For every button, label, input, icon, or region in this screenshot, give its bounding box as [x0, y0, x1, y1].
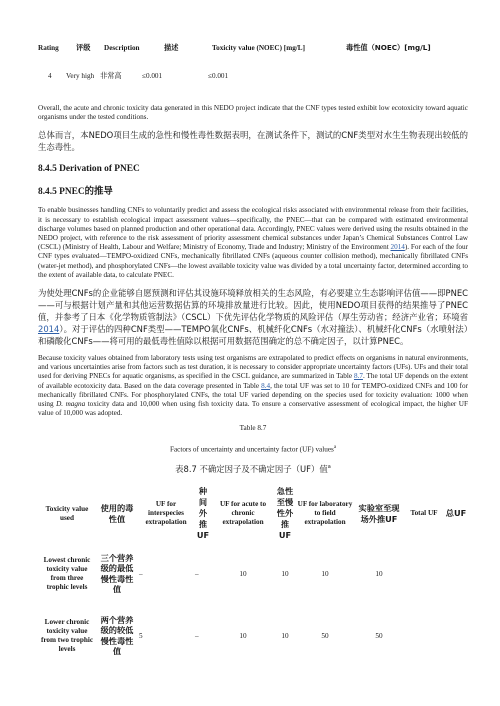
toxicity-rating-row — [38, 68, 468, 84]
header-rating-cn: 评级 — [76, 43, 91, 52]
citation-link-2014[interactable]: 2014 — [390, 243, 405, 252]
rating-value-en: ≤0.001 — [142, 72, 163, 80]
col-toxicity-value: Toxicity value used — [45, 504, 89, 522]
species-name: D. magna — [56, 400, 86, 409]
paragraph-pnec-zh — [38, 287, 468, 347]
heading-zh-suffix: 的推导 — [84, 186, 113, 198]
rating-description-cn: 非常高 — [100, 71, 122, 80]
paragraph-uf-part3: , the total UF was set to 10 for TEMPO-oxidized CNFs and 100 for mechanically fibrillated CNFs. For phosphorylated CNFs, the total UF varied depending on the species used for toxicity evaluation: 1000 when using — [38, 381, 468, 409]
header-rating: Rating — [38, 44, 59, 52]
uncertainty-factor-table — [38, 485, 468, 667]
header-toxicity: Toxicity value (NOEC) [mg/L] — [212, 44, 305, 52]
paragraph-uf-part2: . The total UF depends on the extent of available ecotoxicity data. Based on the data coverage presented in Table — [38, 372, 469, 390]
col-toxicity-value-cn: 使用的毒性值 — [100, 502, 134, 524]
table-header-row — [38, 485, 468, 543]
header-description: Description — [104, 44, 140, 52]
paragraph-pnec-en-part2: ). For each of the four CNF types evaluated—TEMPO-oxidized CNFs, mechanically fibrillated CNFs (aqueous counter collision method), mechanically fibrillated CNFs (water-jet method), and phosphorylated CNFs—the lowest available toxicity value was divided by a total uncertainty factor, determined according to the extent of available data, to calculate PNEC. — [38, 243, 468, 279]
table-cell: – — [195, 569, 199, 578]
table-link-8-4[interactable]: 8.4 — [261, 381, 271, 390]
col-total-uf-cn: 总UF — [445, 508, 467, 519]
table-cell: 10 — [281, 569, 289, 578]
rating-number: 4 — [48, 72, 52, 80]
table-cell: 10 — [239, 631, 247, 640]
table-cell: 10 — [281, 631, 289, 640]
caption-footnote-mark: a — [333, 445, 337, 451]
row-label-en: Lowest chronic toxicity value from three trophic levels — [43, 555, 91, 591]
table-row — [38, 605, 468, 667]
paragraph-uncertainty-en — [38, 354, 468, 418]
col-uf-lab-field-cn: 实验室至现场外推UF — [358, 502, 400, 524]
row-label-cn: 三个营养级的最低慢性毒性值 — [100, 552, 134, 595]
row-label-en: Lower chronic toxicity value from two trophic levels — [40, 617, 94, 653]
paragraph-pnec-en-part1: To enable businesses handling CNFs to voluntarily predict and assess the ecological risks associated with environmental release from their facilities, it is necessary to establish ecological impact assessment values—specifically, the PNEC—that can be compared with estimated environmental discharge volumes based on planned production and other operational data. Accordingly, PNEC values were derived using the results obtained in the NEDO project, with reference to the risk assessment of priority assessment chemical substances under Japan’s Chemical Substances Control Law (CSCL) (Ministry of Health, Labour and Welfare; Ministry of Economy, Trade and Industry; Ministry of the Environment — [38, 206, 468, 252]
table-caption-zh — [38, 463, 468, 475]
caption-zh-text: 表8.7 不确定因子及不确定因子（UF）值 — [175, 463, 328, 474]
document-page — [38, 40, 468, 667]
paragraph-overall-en: Overall, the acute and chronic toxicity data generated in this NEDO project indicate that the CNF types tested exhibit low ecotoxicity toward aquatic organisms under the tested conditions. — [38, 104, 468, 122]
section-heading-en: 8.4.5 Derivation of PNEC — [38, 164, 140, 175]
caption-zh-footnote-mark: a — [327, 464, 331, 471]
col-uf-interspecies: UF for interspecies extrapolation — [145, 500, 187, 527]
header-description-cn: 描述 — [164, 43, 179, 52]
table-cell: – — [139, 569, 143, 578]
table-row — [38, 543, 468, 605]
table-cell: 50 — [321, 631, 329, 640]
paragraph-pnec-zh-part2: ）。对于评估的四种CNF类型——TEMPO氧化CNFs、机械纤化CNFs（水对撞法）、机械纤化CNFs（水喷射法）和磷酸化CNFs——将可用的最低毒性值除以根据可用数据范围确定的总不确定因子，以计算PNEC。 — [38, 324, 468, 347]
paragraph-pnec-zh-part1: 为使处理CNFs的企业能够自愿预测和评估其设施环境释放相关的生态风险，有必要建立生态影响评估值——即PNEC——可与根据计划产量和其他运营数据估算的环境排放量进行比较。因此，使用NEDO项目获得的结果推导了PNEC值，并参考了日本《化学物质管制法》（CSCL）下优先评估化学物质的风险评估（厚生劳动省；经济产业省；环境省 — [38, 288, 468, 323]
header-toxicity-cn: 毒性值（NOEC）[mg/L] — [346, 43, 431, 52]
table-cell: 10 — [321, 569, 329, 578]
table-cell: 10 — [239, 569, 247, 578]
heading-zh-prefix: 8.4.5 PNEC — [38, 187, 85, 198]
table-label: Table 8.7 — [239, 424, 267, 433]
caption-en-text: Factors of uncertainty and uncertainty factor (UF) values — [169, 445, 334, 454]
rating-description: Very high — [66, 72, 95, 80]
table-caption-en — [38, 445, 468, 453]
paragraph-uf-part1: Because toxicity values obtained from laboratory tests using test organisms are extrapolated to predict effects on organisms in natural environments, and various uncertainties arise from factors such as test duration, it is necessary to consider appropriate uncertainty factors (UFs). UFs and their total used for deriving PNECs for aquatic organisms, as specified in the CSCL guidance, are summarized in Table — [38, 354, 468, 381]
col-uf-interspecies-cn: 种间外推UF — [196, 486, 210, 541]
section-heading-zh — [38, 183, 468, 197]
rating-value-cn: ≤0.001 — [208, 72, 229, 80]
table-cell: – — [195, 631, 199, 640]
paragraph-pnec-en — [38, 206, 468, 280]
col-uf-lab-field: UF for laboratory to field extrapolation — [297, 500, 353, 527]
table-cell: 5 — [139, 631, 143, 640]
row-label-cn: 两个营养级的较低慢性毒性值 — [100, 614, 134, 657]
col-uf-acute-chronic: UF for acute to chronic extrapolation — [219, 500, 267, 527]
table-link-8-7[interactable]: 8.7 — [353, 372, 363, 381]
paragraph-overall-zh: 总体而言，本NEDO项目生成的急性和慢性毒性数据表明，在测试条件下，测试的CNF类型对水生生物表现出较低的生态毒性。 — [38, 130, 468, 153]
col-uf-acute-chronic-cn: 急性至慢性外推UF — [276, 486, 294, 541]
citation-link-2014-zh[interactable]: 2014 — [38, 324, 60, 335]
table-cell: 10 — [375, 569, 383, 578]
paragraph-uf-part4: toxicity data and 10,000 when using fish toxicity data. To ensure a conservative assessment of ecological impact, the higher UF value of 10,000 was adopted. — [38, 400, 468, 418]
col-total-uf: Total UF — [410, 509, 438, 518]
toxicity-rating-header — [38, 40, 468, 56]
table-cell: 50 — [375, 631, 383, 640]
